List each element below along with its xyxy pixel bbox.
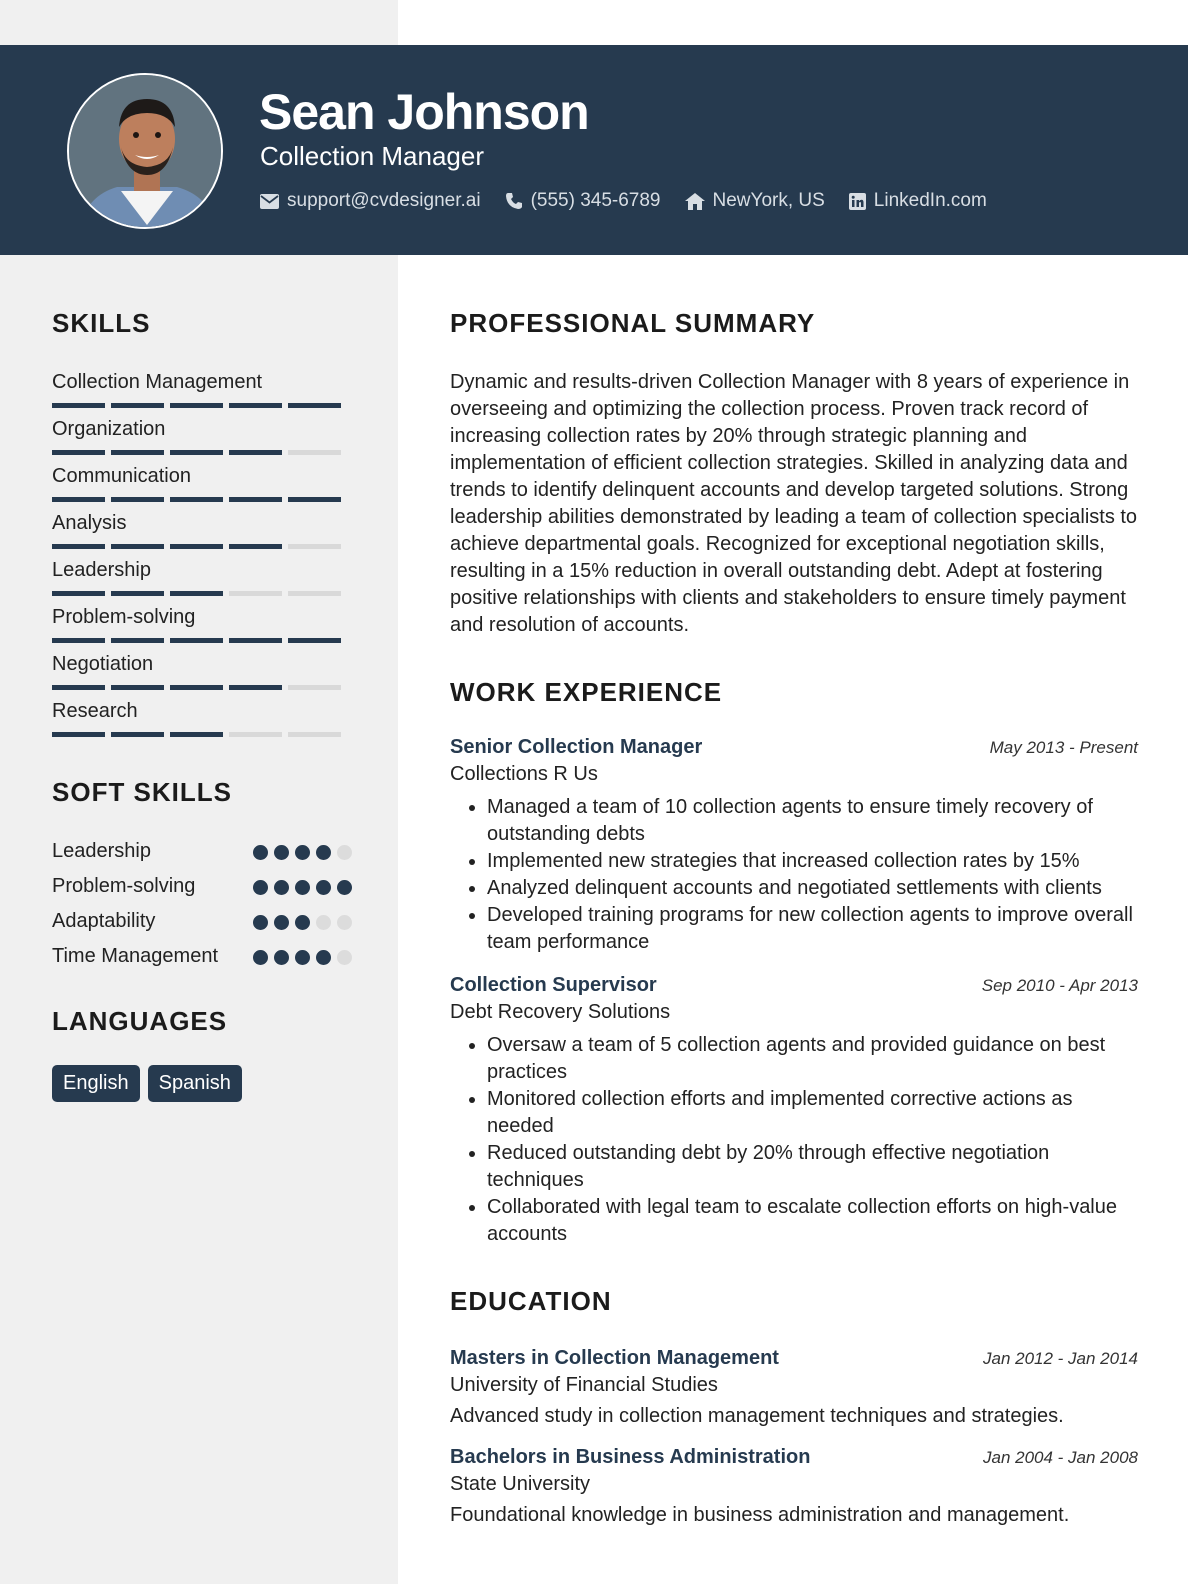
rating-dot — [337, 880, 352, 895]
skill-name: Organization — [52, 418, 166, 440]
rating-dot — [337, 915, 352, 930]
soft-skill-item — [52, 943, 352, 970]
skill-level-segment — [288, 544, 341, 549]
rating-dot — [253, 845, 268, 860]
left-column — [52, 308, 352, 1102]
education-date: Jan 2004 - Jan 2008 — [982, 1448, 1138, 1467]
rating-dot — [253, 950, 268, 965]
degree-title: Masters in Collection Management — [450, 1347, 779, 1369]
skill-item — [52, 369, 352, 408]
rating-dot — [253, 880, 268, 895]
skill-level-segment — [111, 544, 164, 549]
education-header — [450, 1347, 1138, 1370]
skill-level-bar — [52, 638, 352, 643]
contact-phone[interactable] — [505, 190, 661, 212]
skill-level-segment — [288, 450, 341, 455]
contact-linkedin[interactable] — [849, 190, 987, 212]
skill-level-segment — [170, 450, 223, 455]
school-name: University of Financial Studies — [450, 1374, 718, 1396]
education-description: Foundational knowledge in business administration and management. — [450, 1504, 1070, 1526]
skill-level-segment — [111, 591, 164, 596]
soft-skill-item — [52, 908, 352, 935]
job-date: Sep 2010 - Apr 2013 — [981, 976, 1138, 995]
skill-level-segment — [288, 732, 341, 737]
skill-level-bar — [52, 497, 352, 502]
skill-name: Collection Management — [52, 371, 263, 393]
skill-level-segment — [170, 591, 223, 596]
soft-skills-list — [52, 838, 352, 970]
skill-item — [52, 463, 352, 502]
skill-level-segment — [288, 403, 341, 408]
skill-name: Negotiation — [52, 653, 154, 675]
summary-text: Dynamic and results-driven Collection Manager with 8 years of experience in overseeing and optimizing the collection process. Proven track record of increasing collection rates by 20% through strategic planning and implementation of efficient collection strategies. Skilled in analyzing data and trends to identify delinquent accounts and develop targeted solutions. Strong leadership abilities demonstrated by leading a team of collection specialists to achieve departmental goals. Recognized for exceptional negotiation skills, resulting in a 15% reduction in overall outstanding debt. Adept at fostering positive relationships with clients and stakeholders to ensure timely payment and resolution of accounts. — [450, 371, 1138, 636]
job-bullet: • Monitored collection efforts and implemented corrective actions as needed — [487, 1086, 1138, 1140]
job-entry — [450, 736, 1138, 956]
rating-dot — [337, 950, 352, 965]
skill-level-segment — [52, 732, 105, 737]
skill-level-segment — [52, 591, 105, 596]
contact-linkedin-text: LinkedIn.com — [873, 190, 987, 211]
rating-dot — [295, 915, 310, 930]
contact-location — [685, 190, 825, 212]
rating-dot — [337, 845, 352, 860]
skill-level-segment — [229, 450, 282, 455]
skill-item — [52, 698, 352, 737]
candidate-role: Collection Manager — [260, 141, 485, 171]
education-title: EDUCATION — [450, 1286, 612, 1316]
job-date: May 2013 - Present — [989, 738, 1138, 757]
soft-skills-title: SOFT SKILLS — [52, 777, 232, 807]
soft-skill-name: Adaptability — [52, 910, 156, 932]
rating-dot — [295, 845, 310, 860]
skill-name: Communication — [52, 465, 191, 487]
skill-level-segment — [170, 732, 223, 737]
skill-item — [52, 416, 352, 455]
job-bullet: • Oversaw a team of 5 collection agents and provided guidance on best practices — [487, 1032, 1138, 1086]
envelope-icon — [260, 194, 279, 209]
skill-level-segment — [229, 591, 282, 596]
job-header — [450, 974, 1138, 997]
soft-skill-name: Time Management — [52, 945, 218, 967]
skill-level-segment — [111, 403, 164, 408]
experience-list — [450, 736, 1138, 1248]
contact-location-text: NewYork, US — [712, 190, 825, 211]
contact-email[interactable] — [260, 190, 481, 212]
language-badge: Spanish — [148, 1065, 242, 1102]
school-name: State University — [450, 1473, 591, 1495]
languages-title: LANGUAGES — [52, 1006, 228, 1036]
soft-skill-item — [52, 838, 352, 865]
skill-item — [52, 651, 352, 690]
skill-level-bar — [52, 732, 352, 737]
skill-item — [52, 510, 352, 549]
job-title: Senior Collection Manager — [450, 736, 703, 758]
soft-skill-name: Problem-solving — [52, 875, 196, 897]
job-bullets — [450, 1032, 1138, 1248]
skill-level-bar — [52, 685, 352, 690]
soft-skill-item — [52, 873, 352, 900]
rating-dot — [295, 950, 310, 965]
skill-level-segment — [170, 497, 223, 502]
job-company: Debt Recovery Solutions — [450, 1001, 671, 1023]
job-bullet: • Collaborated with legal team to escalate collection efforts on high-value accounts — [487, 1194, 1138, 1248]
skill-item — [52, 604, 352, 643]
avatar — [67, 73, 223, 229]
phone-icon — [505, 192, 523, 210]
skill-level-segment — [170, 403, 223, 408]
experience-title: WORK EXPERIENCE — [450, 677, 723, 707]
degree-title: Bachelors in Business Administration — [450, 1446, 811, 1468]
resume-header — [0, 45, 1188, 255]
skills-list — [52, 369, 352, 737]
soft-skill-rating — [253, 915, 352, 930]
skill-level-bar — [52, 450, 352, 455]
soft-skill-rating — [253, 880, 352, 895]
rating-dot — [316, 915, 331, 930]
skill-name: Problem-solving — [52, 606, 196, 628]
skill-name: Leadership — [52, 559, 151, 581]
job-bullet: • Managed a team of 10 collection agents to ensure timely recovery of outstanding debts — [487, 794, 1138, 848]
education-description: Advanced study in collection management techniques and strategies. — [450, 1405, 1064, 1427]
education-header — [450, 1446, 1138, 1469]
skill-level-segment — [52, 497, 105, 502]
skill-level-segment — [229, 732, 282, 737]
soft-skill-rating — [253, 845, 352, 860]
rating-dot — [274, 845, 289, 860]
job-bullet: • Implemented new strategies that increased collection rates by 15% — [487, 848, 1138, 875]
contact-list — [260, 190, 987, 212]
skill-level-segment — [170, 638, 223, 643]
job-header — [450, 736, 1138, 759]
summary-title: PROFESSIONAL SUMMARY — [450, 308, 816, 338]
job-title: Collection Supervisor — [450, 974, 657, 996]
skill-item — [52, 557, 352, 596]
skill-level-segment — [111, 497, 164, 502]
skill-level-segment — [52, 685, 105, 690]
rating-dot — [274, 880, 289, 895]
rating-dot — [274, 950, 289, 965]
skill-level-bar — [52, 591, 352, 596]
rating-dot — [316, 845, 331, 860]
skill-level-segment — [52, 544, 105, 549]
skill-level-segment — [52, 638, 105, 643]
contact-phone-text: (555) 345-6789 — [530, 190, 661, 211]
job-entry — [450, 974, 1138, 1248]
education-date: Jan 2012 - Jan 2014 — [982, 1349, 1138, 1368]
job-bullet: • Reduced outstanding debt by 20% through effective negotiation techniques — [487, 1140, 1138, 1194]
rating-dot — [274, 915, 289, 930]
profile-photo — [69, 75, 223, 229]
rating-dot — [295, 880, 310, 895]
right-column — [450, 308, 1138, 1527]
skill-level-segment — [229, 685, 282, 690]
candidate-name: Sean Johnson — [259, 84, 589, 140]
education-entry — [450, 1347, 1138, 1428]
skill-level-segment — [288, 638, 341, 643]
skill-level-segment — [288, 685, 341, 690]
skill-level-bar — [52, 544, 352, 549]
soft-skill-name: Leadership — [52, 840, 151, 862]
skill-name: Research — [52, 700, 138, 722]
skill-level-segment — [111, 638, 164, 643]
job-company: Collections R Us — [450, 763, 598, 785]
skill-level-segment — [170, 685, 223, 690]
education-list — [450, 1347, 1138, 1527]
skill-level-segment — [111, 732, 164, 737]
skill-name: Analysis — [52, 512, 127, 534]
skill-level-segment — [52, 403, 105, 408]
skills-title: SKILLS — [52, 308, 151, 338]
job-bullet: • Analyzed delinquent accounts and negotiated settlements with clients — [487, 875, 1138, 902]
soft-skill-rating — [253, 950, 352, 965]
skill-level-segment — [111, 685, 164, 690]
skill-level-segment — [52, 450, 105, 455]
skill-level-segment — [170, 544, 223, 549]
skill-level-segment — [288, 591, 341, 596]
skill-level-segment — [229, 638, 282, 643]
job-bullets — [450, 794, 1138, 956]
skill-level-segment — [288, 497, 341, 502]
rating-dot — [253, 915, 268, 930]
skill-level-bar — [52, 403, 352, 408]
home-icon — [685, 193, 705, 210]
job-bullet: • Developed training programs for new collection agents to improve overall team performance — [487, 902, 1138, 956]
skill-level-segment — [111, 450, 164, 455]
skill-level-segment — [229, 544, 282, 549]
contact-email-text: support@cvdesigner.ai — [287, 190, 481, 211]
skill-level-segment — [229, 403, 282, 408]
rating-dot — [316, 950, 331, 965]
education-entry — [450, 1446, 1138, 1527]
linkedin-icon — [849, 193, 866, 210]
languages-list — [52, 1065, 352, 1102]
rating-dot — [316, 880, 331, 895]
language-badge: English — [52, 1065, 140, 1102]
skill-level-segment — [229, 497, 282, 502]
